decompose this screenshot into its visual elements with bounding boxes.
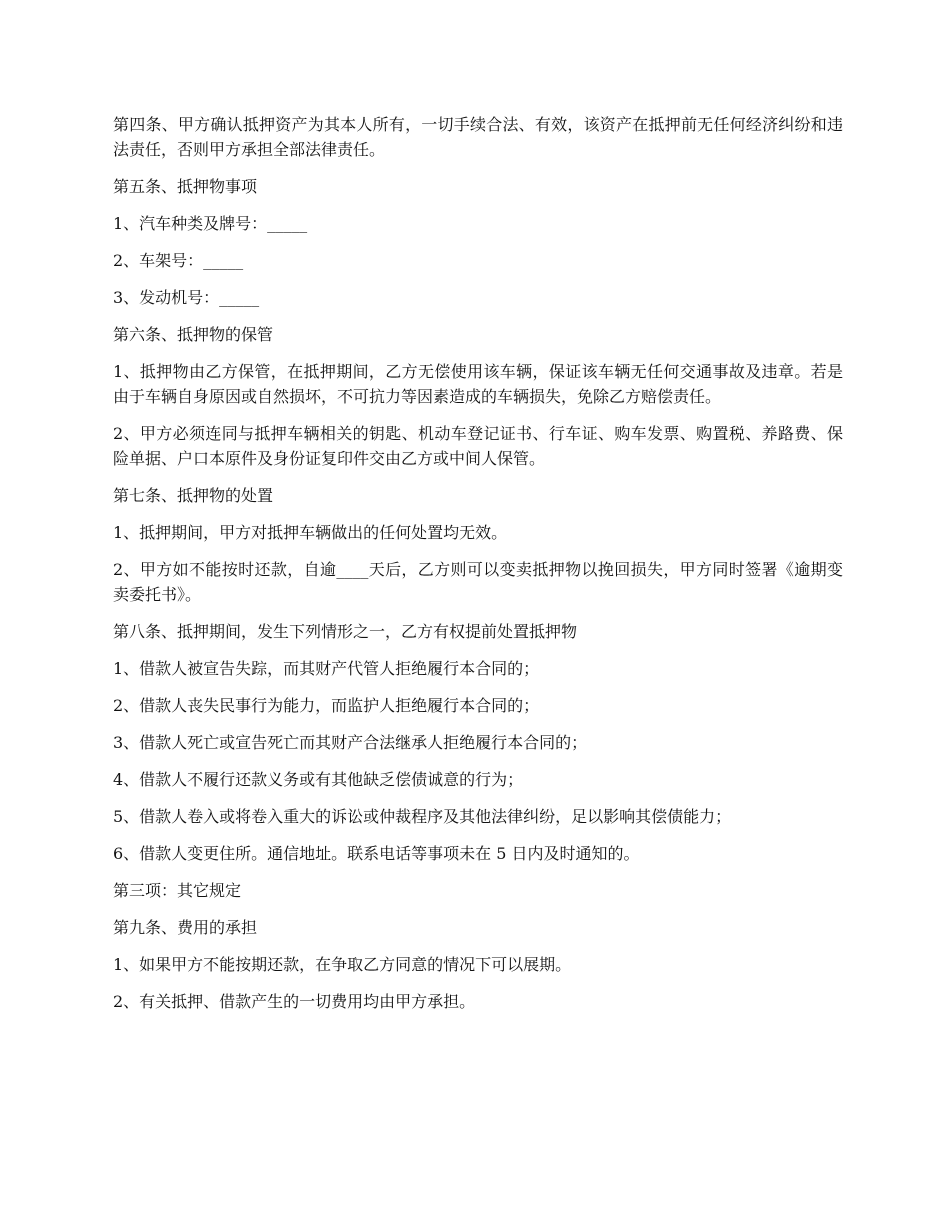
clause-5-item-2: 2、车架号：_____: [113, 251, 244, 270]
clause-6-item-1: 1、抵押物由乙方保管，在抵押期间，乙方无偿使用该车辆，保证该车辆无任何交通事故及违章。若是由于车辆自身原因或自然损坏，不可抗力等因素造成的车辆损失，免除乙方赔偿责任。: [113, 362, 843, 406]
clause-9-heading: 第九条、费用的承担: [113, 918, 258, 937]
clause-8-item-6: 6、借款人变更住所。通信地址。联系电话等事项未在 5 日内及时通知的。: [113, 844, 640, 863]
clause-8-item-5: 5、借款人卷入或将卷入重大的诉讼或仲裁程序及其他法律纠纷，足以影响其偿债能力；: [113, 807, 732, 826]
clause-8-item-1: 1、借款人被宣告失踪，而其财产代管人拒绝履行本合同的；: [113, 659, 540, 678]
clause-8-item-2: 2、借款人丧失民事行为能力，而监护人拒绝履行本合同的；: [113, 696, 540, 715]
clause-7-item-2: 2、甲方如不能按时还款，自逾____天后，乙方则可以变卖抵押物以挽回损失，甲方同时签署《逾期变卖委托书》。: [113, 560, 843, 604]
clause-7-item-1: 1、抵押期间，甲方对抵押车辆做出的任何处置均无效。: [113, 523, 508, 542]
clause-8-item-3: 3、借款人死亡或宣告死亡而其财产合法继承人拒绝履行本合同的；: [113, 733, 588, 752]
clause-6-heading: 第六条、抵押物的保管: [113, 325, 274, 344]
clause-8-item-4: 4、借款人不履行还款义务或有其他缺乏偿债诚意的行为；: [113, 770, 524, 789]
clause-6-item-2: 2、甲方必须连同与抵押车辆相关的钥匙、机动车登记证书、行车证、购车发票、购置税、养路费、保险单据、户口本原件及身份证复印件交由乙方或中间人保管。: [113, 424, 843, 468]
clause-5-heading: 第五条、抵押物事项: [113, 177, 258, 196]
clause-7-heading: 第七条、抵押物的处置: [113, 486, 274, 505]
document-page: [113, 112, 843, 1026]
clause-5-item-1: 1、汽车种类及牌号：_____: [113, 214, 308, 233]
clause-9-item-2: 2、有关抵押、借款产生的一切费用均由甲方承担。: [113, 992, 476, 1011]
clause-4-paragraph: 第四条、甲方确认抵押资产为其本人所有，一切手续合法、有效，该资产在抵押前无任何经济纠纷和违法责任，否则甲方承担全部法律责任。: [113, 115, 843, 159]
clause-5-item-3: 3、发动机号：_____: [113, 288, 260, 307]
clause-8-heading: 第八条、抵押期间，发生下列情形之一，乙方有权提前处置抵押物: [113, 622, 578, 641]
clause-9-item-1: 1、如果甲方不能按期还款，在争取乙方同意的情况下可以展期。: [113, 955, 572, 974]
section-3-heading: 第三项：其它规定: [113, 881, 242, 900]
